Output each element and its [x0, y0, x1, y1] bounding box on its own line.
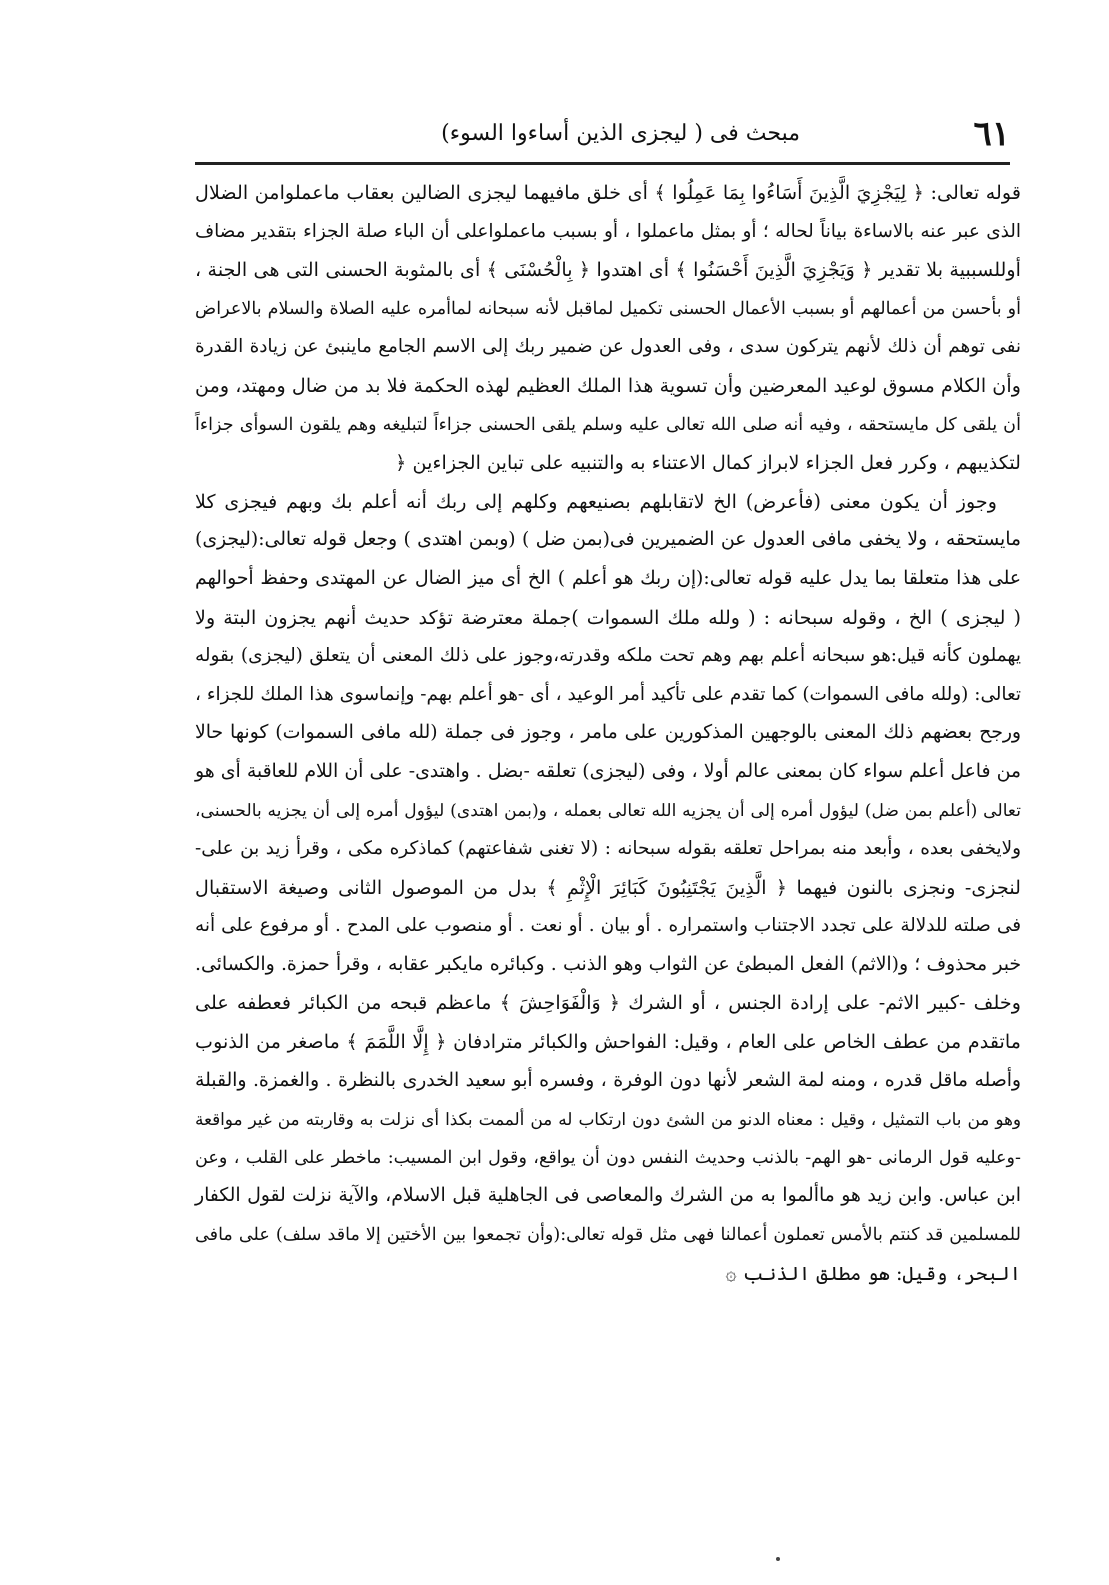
text-line: وخلف -كبير الاثم- على إرادة الجنس ، أو الشرك ﴿ وَالْفَوَاحِشَ ﴾ ماعظم قبحه من الكبائر فعطفه على	[195, 991, 1022, 1015]
text-line: مايستحقه ، ولا يخفى مافى العدول عن الضميرين فى(بمن ضل ) (وبمن اهتدى ) وجعل قوله تعالى:(ليجزى)	[195, 529, 1021, 551]
text-line: وجوز أن يكون معنى (فأعرض) الخ لاتقابلهم بصنيعهم وكلهم إلى ربك أنه أعلم بك وبهم فيجزى كلا	[195, 489, 997, 513]
text-line: أن يلقى كل مايستحقه ، وفيه أنه صلى الله تعالى عليه وسلم يلقى الحسنى جزاءاً لتبليغه وهم يلقون السوأى جزاءاً	[195, 414, 1021, 435]
text-line: على هذا متعلقا بما يدل عليه قوله تعالى:(إن ربك هو أعلم ) الخ أى ميز الضال عن المهتدى وحفظ أحوالهم	[195, 567, 1021, 589]
running-title: مبحث فى ( ليجزى الذين أساءوا السوء)	[441, 121, 800, 146]
text-line: قوله تعالى: ﴿ لِيَجْزِيَ الَّذِينَ أَسَاءُوا بِمَا عَمِلُوا ﴾ أى خلق مافيهما ليجزى الضالين بعقاب ماعملوامن الضلال	[195, 181, 1021, 204]
text-line: تعالى: (ولله مافى السموات) كما تقدم على تأكيد أمر الوعيد ، أى -هو أعلم بهم- وإنماسوى هذا الملك للجزاء ،	[195, 683, 1021, 705]
text-line: ( ليجزى ) الخ ، وقوله سبحانه : ( ولله ملك السموات )جملة معترضة تؤكد حديث أنهم يجزون البتة ولا	[195, 605, 1021, 629]
text-line: ابن عباس. وابن زيد هو ماألموا به من الشرك والمعاصى فى الجاهلية قبل الاسلام، والآية نزلت لقول الكفار	[195, 1185, 1021, 1207]
text-line: لنجزى- ونجزى بالنون فيهما ﴿ الَّذِينَ يَجْتَنِبُونَ كَبَائِرَ الْإِثْمِ ﴾ بدل من الموصول الثانى وصيغة الاستقبال	[195, 875, 1021, 899]
text-line: ورجح بعضهم ذلك المعنى بالوجهين المذكورين على مامر ، وجوز فى جملة (لله مافى السموات) كونها حالا	[195, 722, 1021, 744]
text-line: وهو من باب التمثيل ، وقيل : معناه الدنو من الشئ دون ارتكاب له من ألممت بكذا أى نزلت به وقاربته من غير مواقعة	[195, 1109, 1021, 1130]
text-line: فى صلته للدلالة على تجدد الاجتناب واستمراره . أو بيان . أو نعت . أو منصوب على المدح . أو مرفوع على أنه	[195, 915, 1021, 937]
text-line: يهملون كأنه قيل:هو سبحانه أعلم بهم وهم تحت ملكه وقدرته،وجوز على ذلك المعنى أن يتعلق (ليجزى) بقوله	[195, 645, 1021, 667]
text-line: من فاعل أعلم سواء كان بمعنى عالم أولا ، وفى (ليجزى) تعلقه -بضل . واهتدى- على أن اللام للعاقبة أى هو	[195, 760, 1021, 782]
text-line: نفى توهم أن ذلك لأنهم يتركون سدى ، وفى العدول عن ضمير ربك إلى الاسم الجامع ماينبئ عن زيادة القدرة	[195, 336, 1021, 358]
text-line: خبر محذوف ؛ و(الاثم) الفعل المبطئ عن الثواب وهو الذنب . وكبائره مايكبر عقابه ، وقرأ حمزة. والكسائى.	[195, 953, 1021, 975]
text-line: تعالى (أعلم بمن ضل) ليؤول أمره إلى أن يجزيه الله تعالى بعمله ، و(بمن اهتدى) ليؤول أمره إلى أن يجزيه بالحسنى،	[195, 800, 1021, 821]
text-line: لتكذيبهم ، وكرر فعل الجزاء لابراز كمال الاعتناء به والتنبيه على تباين الجزاءين ﴿	[395, 451, 1021, 475]
page-number: ٦١	[973, 114, 1010, 154]
text-line: ولايخفى بعده ، وأبعد منه بمراحل تعلقه بقوله سبحانه : (لا تغنى شفاعتهم) كماذكره مكى ، وقرأ زيد بن على-	[195, 838, 1021, 860]
text-line: وأصله ماقل قدره ، ومنه لمة الشعر لأنها دون الوفرة ، وفسره أبو سعيد الخدرى بالنظرة . والغمزة. والقبلة	[195, 1069, 1021, 1091]
text-line: وأن الكلام مسوق لوعيد المعرضين وأن تسوية هذا الملك العظيم لهذه الحكمة فلا بد من ضال ومهتد، ومن	[195, 373, 1021, 397]
text-line: الذى عبر عنه بالاساءة بياناً لحاله ؛ أو بمثل ماعملوا ، أو بسبب ماعملواعلى أن الباء صلة الجزاء بتقدير مضاف	[195, 220, 1021, 242]
text-line: البحر، وقيل: هو مطلق الذنب ۞	[725, 1261, 1021, 1285]
text-line: أو بأحسن من أعمالهم أو بسبب الأعمال الحسنى تكميل لماقبل لأنه سبحانه لماأمره عليه الصلاة والسلام بالاعراض	[195, 298, 1021, 319]
text-line: للمسلمين قد كنتم بالأمس تعملون أعمالنا فهى مثل قوله تعالى:(وأن تجمعوا بين الأختين إلا ماقد سلف) على مافى	[195, 1225, 1021, 1246]
body-text	[195, 174, 1021, 1293]
header-rule	[195, 162, 1010, 165]
page-header	[195, 112, 1010, 156]
page-dot	[776, 1557, 780, 1561]
text-line: ماتقدم من عطف الخاص على العام ، وقيل: الفواحش والكبائر مترادفان ﴿ إِلَّا اللَّمَمَ ﴾ ماصغر من الذنوب	[195, 1030, 1021, 1054]
text-line: -وعليه قول الرمانى -هو الهم- بالذنب وحديث النفس دون أن يواقع، وقول ابن المسيب: ماخطر على القلب ، وعن	[195, 1147, 1021, 1168]
text-line: أوللسببية بلا تقدير ﴿ وَيَجْزِيَ الَّذِينَ أَحْسَنُوا ﴾ أى اهتدوا ﴿ بِالْحُسْنَى ﴾ أى بالمثوبة الحسنى التى هى الجنة ،	[195, 258, 1021, 282]
